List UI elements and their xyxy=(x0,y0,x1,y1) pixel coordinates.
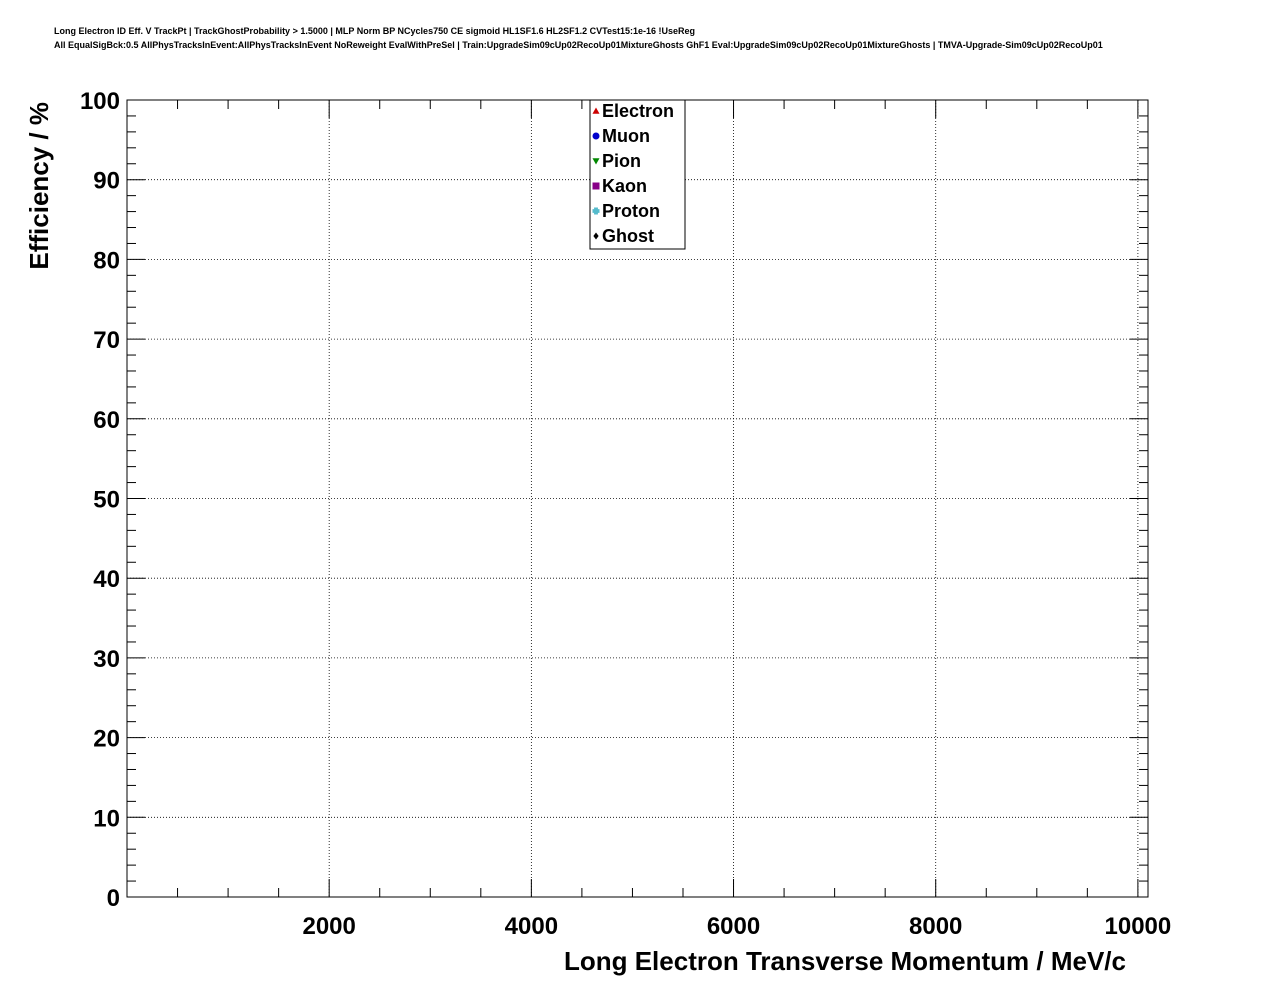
chart-title-line-2: All EqualSigBck:0.5 AllPhysTracksInEvent:AllPhysTracksInEvent NoReweight EvalWithPreSel | Train:UpgradeSim09cUp02RecoUp01MixtureGhosts GhF1 Eval:UpgradeSim09cUp02RecoUp01MixtureGhosts | TMVA-Upgrade-Sim09cUp02RecoUp01 xyxy=(54,40,1103,50)
x-tick-label: 10000 xyxy=(1104,913,1172,940)
y-tick-label: 90 xyxy=(93,167,120,195)
y-tick-label: 10 xyxy=(93,805,120,833)
legend-marker-kaon xyxy=(593,183,600,190)
legend-label-electron: Electron xyxy=(602,101,675,121)
legend-label-ghost: Ghost xyxy=(602,226,654,246)
legend-label-pion: Pion xyxy=(602,151,641,171)
chart-title-line-1: Long Electron ID Eff. V TrackPt | TrackGhostProbability > 1.5000 | MLP Norm BP NCycles750 CE sigmoid HL1SF1.6 HL2SF1.2 CVTest15:1e-16 !UseReg xyxy=(54,26,695,36)
legend-label-muon: Muon xyxy=(602,126,650,146)
y-tick-label: 50 xyxy=(93,486,120,514)
x-tick-label: 8000 xyxy=(909,913,963,940)
x-tick-label: 2000 xyxy=(302,913,356,940)
y-tick-label: 60 xyxy=(93,406,120,434)
legend-label-kaon: Kaon xyxy=(602,176,647,196)
y-tick-label: 30 xyxy=(93,645,120,673)
y-axis-title: Efficiency / % xyxy=(24,102,54,270)
x-tick-label: 4000 xyxy=(504,913,559,940)
x-tick-label: 6000 xyxy=(706,913,761,940)
y-tick-label: 20 xyxy=(93,725,120,753)
y-tick-label: 0 xyxy=(106,885,120,912)
y-tick-label: 40 xyxy=(93,566,120,594)
y-tick-label: 80 xyxy=(93,247,120,275)
y-tick-label: 100 xyxy=(79,88,120,115)
legend xyxy=(590,100,685,249)
y-tick-label: 70 xyxy=(93,327,120,355)
x-axis-title: Long Electron Transverse Momentum / MeV/c xyxy=(563,946,1126,976)
legend-label-proton: Proton xyxy=(602,201,660,221)
legend-marker-muon xyxy=(593,133,600,140)
